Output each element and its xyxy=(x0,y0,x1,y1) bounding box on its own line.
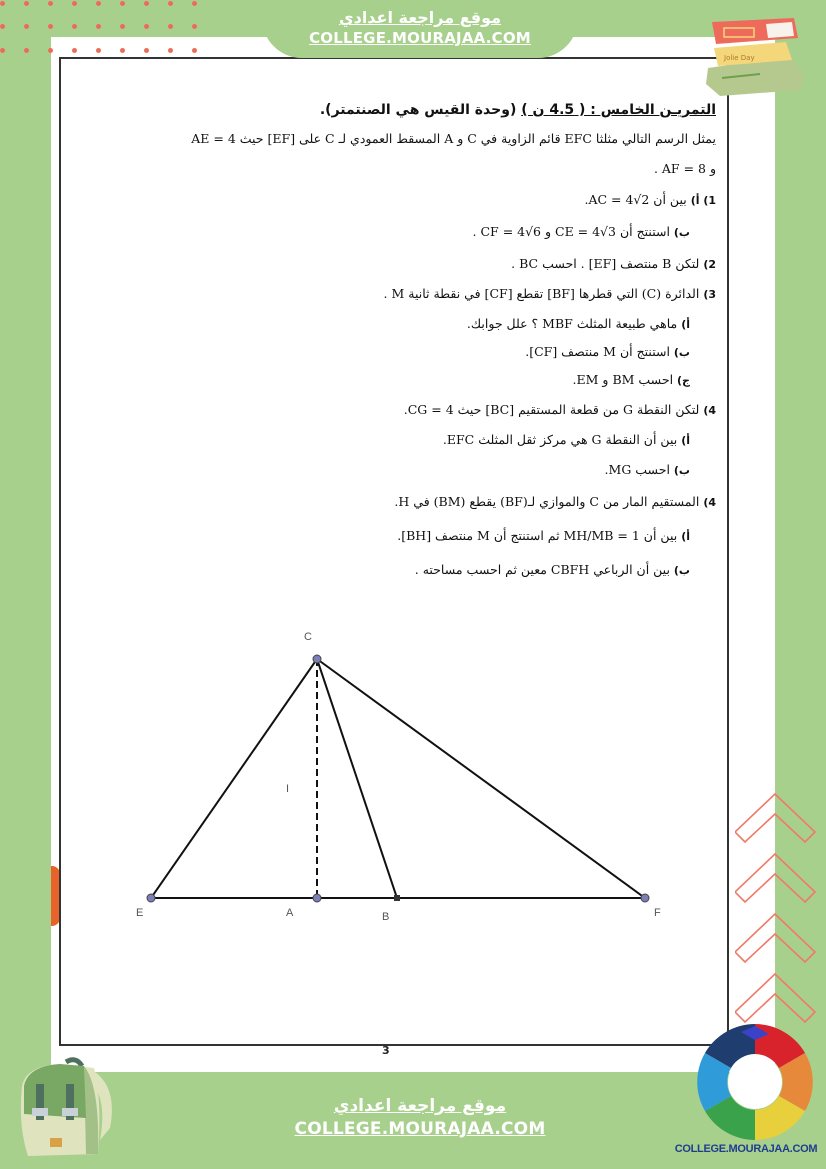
site-banner-bottom[interactable] xyxy=(262,1073,578,1169)
point-label-a: A xyxy=(286,907,294,919)
site-logo-text[interactable]: COLLEGE.MOURAJAA.COM xyxy=(674,1143,818,1155)
frame-left-band xyxy=(0,0,51,1072)
question-4a: أ) بين أن النقطة G هي مركز ثقل المثلث EFC. xyxy=(442,432,690,447)
page-number: 3 xyxy=(382,1044,390,1057)
intro-line-1: يمثل الرسم التالي مثلثا EFC قائم الزاوية في C و A المسقط العمودي لـ C على [EF] حيث AE = 4 xyxy=(191,131,716,146)
site-banner-top[interactable] xyxy=(262,0,578,58)
question-5b: ب) بين أن الرباعي CBFH معين ثم احسب مساحته . xyxy=(414,562,690,577)
question-4: 4) لتكن النقطة G من قطعة المستقيم [BC] حيث CG = 4. xyxy=(403,402,716,417)
question-4b: ب) احسب MG. xyxy=(604,462,690,477)
banner-arabic-title: موقع مراجعة اعدادي xyxy=(333,1096,507,1116)
question-2: 2) لتكن B منتصف [EF] . احسب BC . xyxy=(511,256,716,271)
banner-site-link[interactable]: COLLEGE.MOURAJAA.COM xyxy=(309,29,531,47)
point-label-b: B xyxy=(382,911,390,923)
question-3: 3) الدائرة (C) التي قطرها [BF] تقطع [CF] في نقطة ثانية M . xyxy=(383,286,716,301)
question-1a: 1) أ) بين أن AC = 4√2. xyxy=(584,192,716,207)
backpack-icon xyxy=(14,1056,114,1156)
triangle-diagram xyxy=(120,625,680,930)
exercise-title: التمريـن الخامس : ( 4.5 ن ) (وحدة القيس هي الصنتمتر). xyxy=(319,102,716,118)
point-label-i: I xyxy=(286,783,290,795)
books-icon xyxy=(700,8,810,98)
svg-text:Jolie Day: Jolie Day xyxy=(724,54,755,62)
site-logo-wheel[interactable] xyxy=(695,1022,815,1142)
point-label-c: C xyxy=(304,631,312,643)
intro-line-2: و AF = 8 . xyxy=(653,161,716,176)
question-3a: أ) ماهي طبيعة المثلث MBF ؟ علل جوابك. xyxy=(466,316,690,331)
point-label-e: E xyxy=(136,907,144,919)
banner-site-link[interactable]: COLLEGE.MOURAJAA.COM xyxy=(294,1119,546,1139)
question-3b: ب) استنتج أن M منتصف [CF]. xyxy=(525,344,690,359)
question-5a: أ) بين أن MH/MB = 1 ثم استنتج أن M منتصف [BH]. xyxy=(397,528,690,543)
question-3c: ج) احسب BM و EM. xyxy=(572,372,690,387)
point-label-f: F xyxy=(654,907,661,919)
question-5: 4) المستقيم المار من C والموازي لـ(BF) يقطع (BM) في H. xyxy=(394,494,716,509)
question-1b: ب) استنتج أن CE = 4√3 و CF = 4√6 . xyxy=(472,224,690,239)
banner-arabic-title: موقع مراجعة اعدادي xyxy=(338,8,502,27)
triangle-figure xyxy=(120,625,680,930)
chevron-up-icons xyxy=(735,792,825,1032)
exercise-content xyxy=(160,100,716,600)
decorative-dots xyxy=(0,0,200,55)
